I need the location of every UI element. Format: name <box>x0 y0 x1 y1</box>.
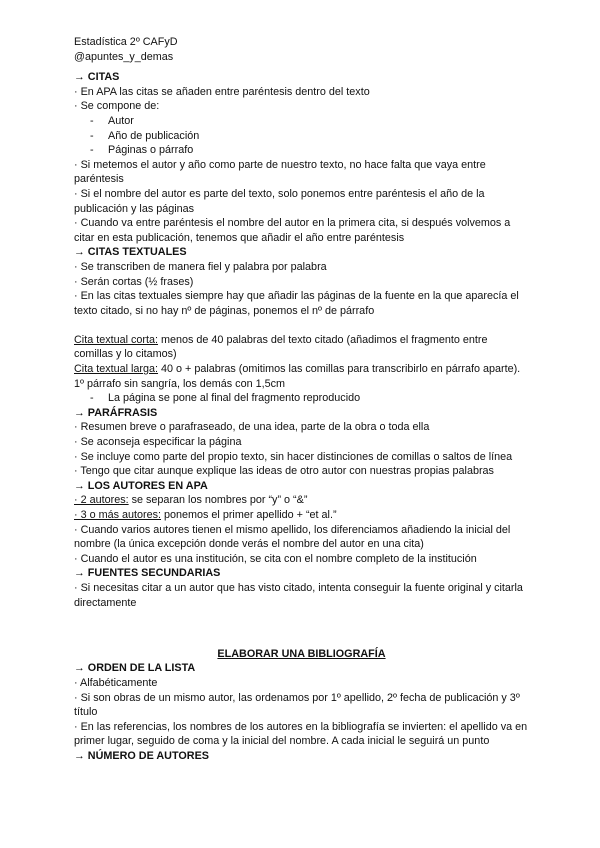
citas-line: · Se compone de: <box>74 100 160 113</box>
section-heading-citas: → CITAS <box>74 71 120 84</box>
section-heading-numero-autores: → NÚMERO DE AUTORES <box>74 749 209 762</box>
citas-textuales-line: · Se transcriben de manera fiel y palabra por palabra <box>74 260 327 273</box>
dos-autores-text: se separan los nombres por “y” o “&” <box>128 494 308 507</box>
parafrasis-line: · Resumen breve o parafraseado, de una idea, parte de la obra o toda ella <box>74 421 430 434</box>
component-paginas: Páginas o párrafo <box>108 144 194 157</box>
list-item: - Páginas o párrafo <box>90 144 194 157</box>
cita-corta-paragraph <box>74 333 529 362</box>
fuentes-line: · Si necesitas citar a un autor que has visto citado, intenta conseguir la fuente original y citarla directamente <box>74 581 523 609</box>
list-item: - La página se pone al final del fragmento reproducido <box>90 392 361 405</box>
section-heading-autores: → LOS AUTORES EN APA <box>74 479 208 492</box>
parafrasis-line: · Se aconseja especificar la página <box>74 436 242 449</box>
list-item: - Autor <box>90 114 134 127</box>
section-heading-parafrasis: → PARÁFRASIS <box>74 406 158 419</box>
tres-autores-line <box>74 508 529 523</box>
citas-rule: · Si el nombre del autor es parte del texto, solo ponemos entre paréntesis el año de la publicación y las páginas <box>74 187 485 215</box>
dos-autores-line <box>74 493 529 508</box>
section-heading-fuentes: → FUENTES SECUNDARIAS <box>74 567 221 580</box>
course-header: Estadística 2º CAFyD <box>74 36 178 48</box>
orden-line: · Si son obras de un mismo autor, las ordenamos por 1º apellido, 2º fecha de publicación y 3º título <box>74 691 520 719</box>
cita-larga-paragraph <box>74 362 529 391</box>
autores-line: · Cuando el autor es una institución, se cita con el nombre completo de la institución <box>74 552 477 565</box>
dos-autores-label: · 2 autores: <box>74 494 129 507</box>
citas-textuales-line: · Serán cortas (½ frases) <box>74 275 194 288</box>
tres-autores-label: · 3 o más autores: <box>74 509 162 521</box>
tres-autores-text: ponemos el primer apellido + “et al.” <box>161 509 337 521</box>
parafrasis-line: · Se incluye como parte del propio texto, sin hacer distinciones de comillas o saltos de línea <box>74 450 513 463</box>
cita-larga-label: Cita textual larga: <box>74 363 159 376</box>
citas-line: · En APA las citas se añaden entre paréntesis dentro del texto <box>74 85 370 98</box>
section-heading-citas-textuales: → CITAS TEXTUALES <box>74 246 187 259</box>
citas-rule: · Cuando va entre paréntesis el nombre del autor en la primera cita, si después volvemos a citar en esta publicación, tenemos que añadir el año entre paréntesis <box>74 217 511 244</box>
orden-line: · En las referencias, los nombres de los autores en la bibliografía se invierten: el apellido va en primer lugar, seguido de coma y la inicial del nombre. A cada inicial le seguirá un punto <box>74 720 528 748</box>
cita-larga-text: 40 o + palabras (omitimos las comillas para transcribirlo en párrafo aparte). 1º párrafo sin sangría, los demás con 1,5cm <box>74 363 521 390</box>
cita-larga-sub: La página se pone al final del fragmento reproducido <box>108 392 361 405</box>
bibliografia-title: ELABORAR UNA BIBLIOGRAFÍA <box>217 647 386 660</box>
document-content <box>74 35 529 764</box>
citas-textuales-line: · En las citas textuales siempre hay que añadir las páginas de la fuente en la que aparecía el texto citado, si no hay nº de páginas, ponemos el nº de párrafo <box>74 290 519 317</box>
list-item: - Año de publicación <box>90 129 200 142</box>
cita-corta-label: Cita textual corta: <box>74 333 159 346</box>
parafrasis-line: · Tengo que citar aunque explique las ideas de otro autor con nuestras propias palabras <box>74 465 494 478</box>
component-ano: Año de publicación <box>108 129 200 142</box>
author-handle: @apuntes_y_demas <box>74 50 174 63</box>
section-heading-orden: → ORDEN DE LA LISTA <box>74 662 196 675</box>
orden-line: · Alfabéticamente <box>74 676 158 689</box>
cita-corta-text: menos de 40 palabras del texto citado (añadimos el fragmento entre comillas y lo citamos) <box>74 333 488 361</box>
citas-rule: · Si metemos el autor y año como parte de nuestro texto, no hace falta que vaya entre paréntesis <box>74 158 486 186</box>
component-autor: Autor <box>108 114 134 127</box>
autores-line: · Cuando varios autores tienen el mismo apellido, los diferenciamos añadiendo la inicial del nombre (la única excepción donde verás el nombre del autor en una cita) <box>74 523 511 551</box>
